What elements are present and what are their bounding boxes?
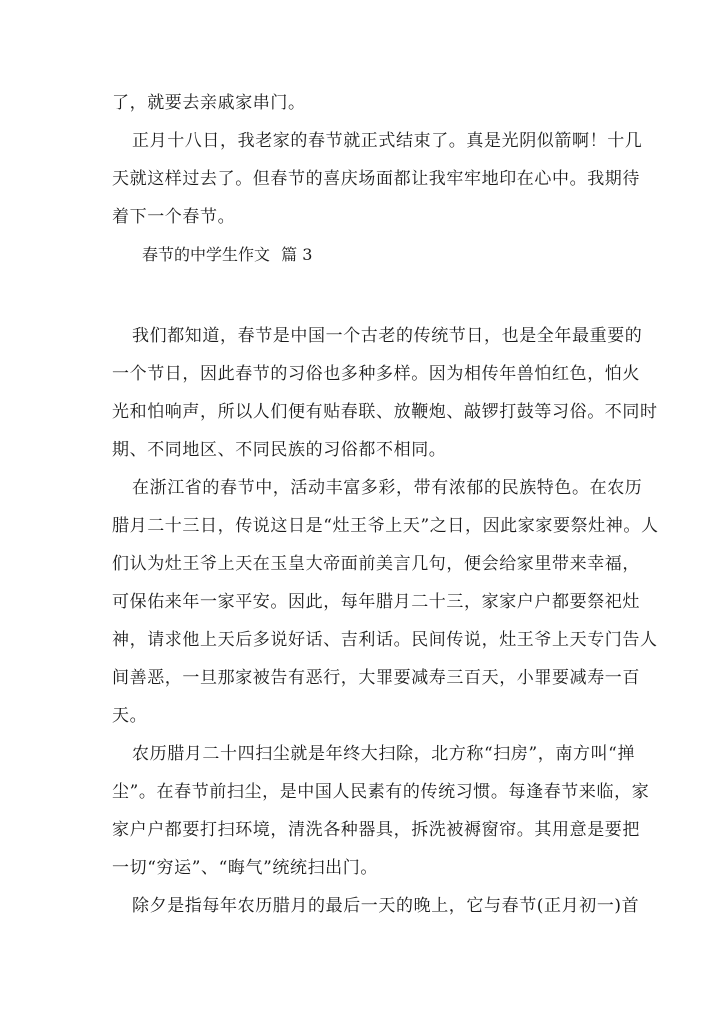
heading-part: 篇 3 xyxy=(281,245,313,264)
text-line: 正月十八日，我老家的春节就正式结束了。真是光阴似箭啊！十几 xyxy=(132,131,643,151)
text-line: 神，请求他上天后多说好话、吉利话。民间传说，灶王爷上天专门告人 xyxy=(112,630,658,650)
text-line: 可保佑来年一家平安。因此，每年腊月二十三，家家户户都要祭祀灶 xyxy=(112,592,640,612)
text-line: 期、不同地区、不同民族的习俗都不相同。 xyxy=(112,440,447,460)
section-heading xyxy=(112,236,612,274)
text-line: 天就这样过去了。但春节的喜庆场面都让我牢牢地印在心中。我期待 xyxy=(112,169,640,189)
text-line: 腊月二十三日，传说这日是“灶王爷上天”之日，因此家家要祭灶神。人 xyxy=(112,516,659,536)
text-line: 农历腊月二十四扫尘就是年终大扫除，北方称“扫房”，南方叫“掸 xyxy=(132,744,636,764)
text-line: 尘”。在春节前扫尘，是中国人民素有的传统习惯。每逢春节来临，家 xyxy=(112,782,650,802)
text-line: 着下一个春节。 xyxy=(112,207,236,227)
text-line: 一个节日，因此春节的习俗也多种多样。因为相传年兽怕红色，怕火 xyxy=(112,364,640,384)
text-line: 们认为灶王爷上天在玉皇大帝面前美言几句，便会给家里带来幸福， xyxy=(112,554,640,574)
heading-title: 春节的中学生作文 xyxy=(142,245,271,264)
text-line: 一切“穷运”、“晦气”统统扫出门。 xyxy=(112,858,378,878)
text-line: 天。 xyxy=(112,706,148,726)
text-line: 了，就要去亲戚家串门。 xyxy=(112,93,306,113)
document-page xyxy=(112,84,659,925)
text-line: 家户户都要打扫环境，清洗各种器具，拆洗被褥窗帘。其用意是要把 xyxy=(112,820,640,840)
text-line: 在浙江省的春节中，活动丰富多彩，带有浓郁的民族特色。在农历 xyxy=(132,478,643,498)
spacer xyxy=(112,274,612,317)
text-line: 除夕是指每年农历腊月的最后一天的晚上，它与春节(正月初一)首 xyxy=(132,896,640,916)
text-line: 我们都知道，春节是中国一个古老的传统节日，也是全年最重要的 xyxy=(132,326,643,346)
text-line: 光和怕响声，所以人们便有贴春联、放鞭炮、敲锣打鼓等习俗。不同时 xyxy=(112,402,658,422)
text-line: 间善恶，一旦那家被告有恶行，大罪要减寿三百天，小罪要减寿一百 xyxy=(112,668,640,688)
